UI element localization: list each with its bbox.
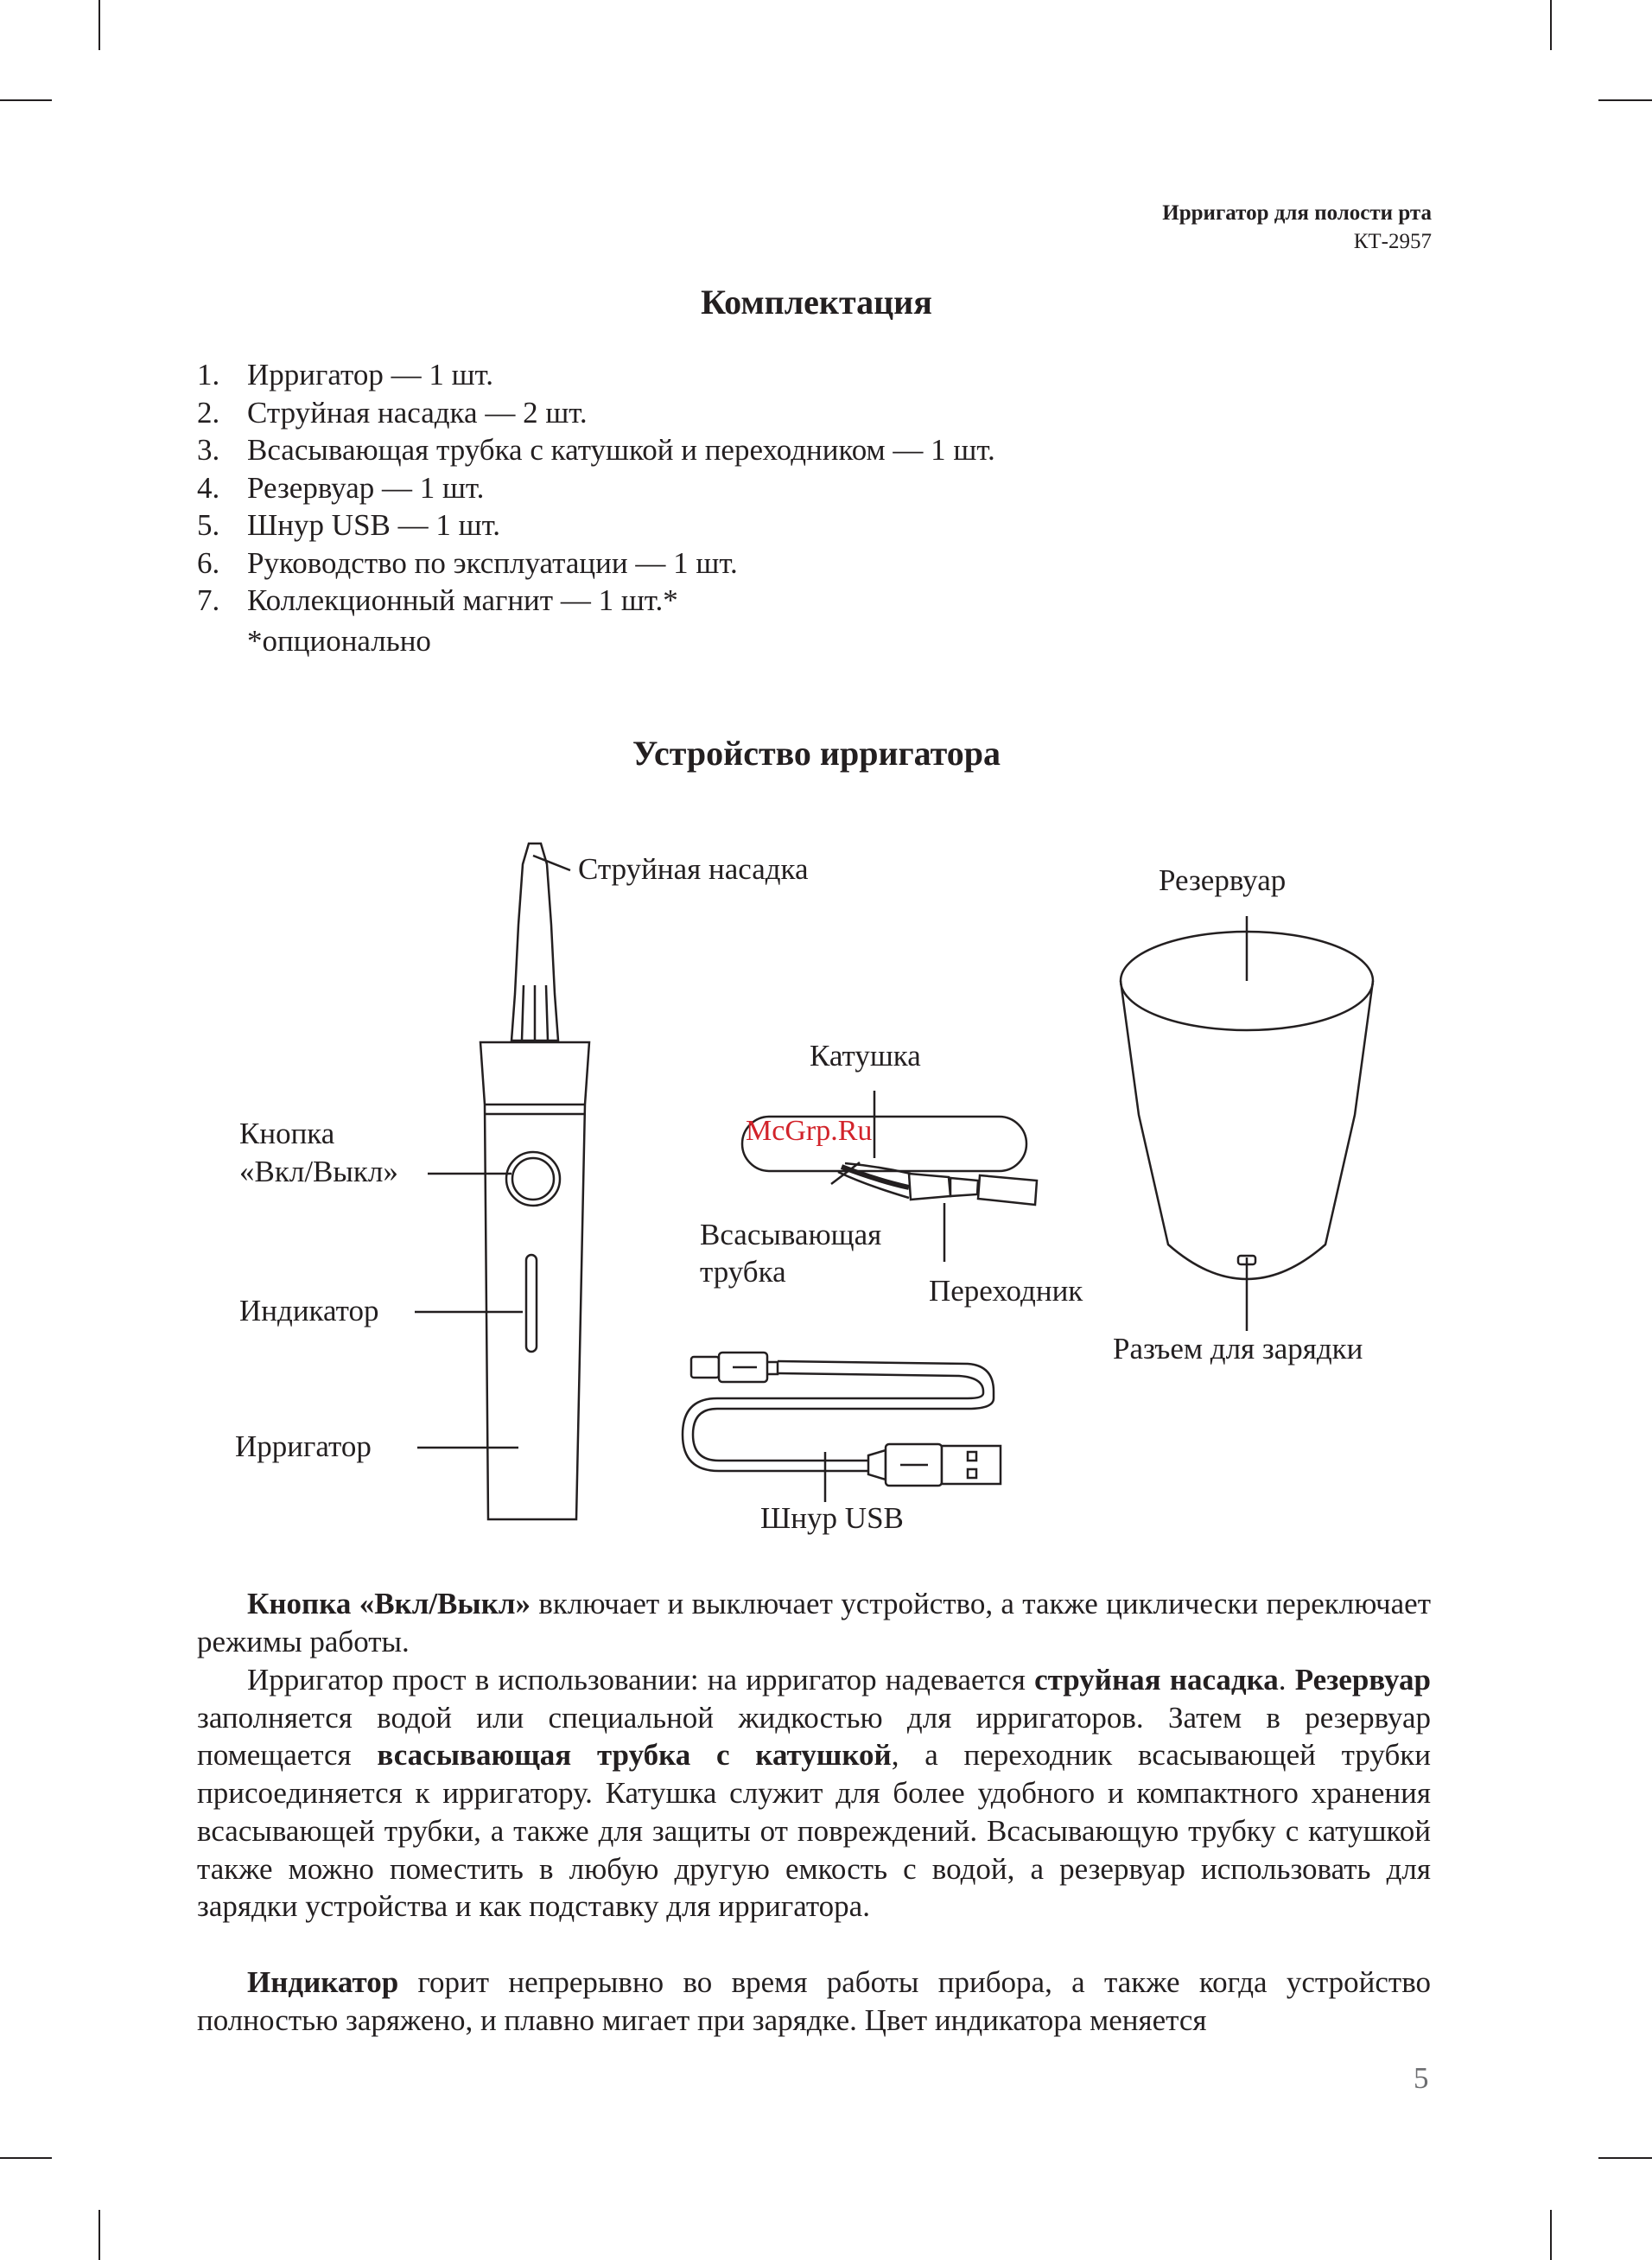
list-item: 4. Резервуар — 1 шт.	[197, 470, 485, 505]
page-number: 5	[1414, 2061, 1429, 2095]
indicator-label: Индикатор	[239, 1294, 379, 1327]
list-item: 2. Струйная насадка — 2 шт.	[197, 395, 588, 430]
list-item: 3. Всасывающая трубка с катушкой и переходником — 1 шт.	[197, 433, 995, 467]
list-item: 6. Руководство по эксплуатации — 1 шт.	[197, 545, 738, 580]
list-item: 5. Шнур USB — 1 шт.	[197, 508, 500, 542]
header-title: Ирригатор для полости рта	[1162, 201, 1432, 225]
button-label: Кнопка	[239, 1117, 335, 1150]
reservoir-label: Резервуар	[1159, 863, 1287, 897]
kit-note: *опционально	[247, 624, 431, 658]
adapter-label: Переходник	[929, 1274, 1083, 1308]
watermark: McGrp.Ru	[746, 1115, 873, 1147]
header-model: КТ-2957	[1353, 230, 1432, 253]
irrigator-label: Ирригатор	[235, 1429, 372, 1463]
paragraph-indicator: Индикатор горит непрерывно во время работы прибора, а также когда устройство полностью заряжено, и плавно мигает при зарядке. Цвет индикатора меняется	[197, 1965, 1431, 2037]
paragraph-usage: Ирригатор прост в использовании: на ирригатор надевается струйная насадка. Резервуар заполняется водой или специальной жидкостью для ирригаторов. Затем в резервуар помещается всасывающая трубка с катушкой, а переходник всасывающей трубки присоединяется к ирригатору. Катушка служит для более удобного и компактного хранения всасывающей трубки, а также для защиты от повреждений. Всасывающую трубку с катушкой также можно поместить в любую другую емкость с водой, а резервуар использовать для зарядки устройства и как подставку для ирригатора.	[197, 1663, 1432, 1924]
kit-heading: Комплектация	[701, 283, 932, 321]
device-heading: Устройство ирригатора	[632, 734, 1001, 773]
spool-label: Катушка	[810, 1039, 921, 1073]
paragraph-button: Кнопка «Вкл/Выкл» включает и выключает устройство, а также циклически переключает режимы работы.	[197, 1587, 1431, 1658]
tube-label: трубка	[700, 1255, 786, 1289]
reservoir-illustration	[1121, 932, 1373, 1279]
list-item: 1. Ирригатор — 1 шт.	[197, 358, 493, 392]
nozzle-label: Струйная насадка	[578, 852, 809, 886]
usb-cord-label: Шнур USB	[760, 1501, 904, 1535]
button-label: «Вкл/Выкл»	[239, 1155, 398, 1188]
usb-cord-illustration	[683, 1353, 1001, 1486]
list-item: 7. Коллекционный магнит — 1 шт.*	[197, 583, 678, 617]
charge-port-label: Разъем для зарядки	[1113, 1332, 1363, 1366]
tube-label: Всасывающая	[700, 1218, 882, 1251]
irrigator-illustration	[480, 844, 589, 1519]
